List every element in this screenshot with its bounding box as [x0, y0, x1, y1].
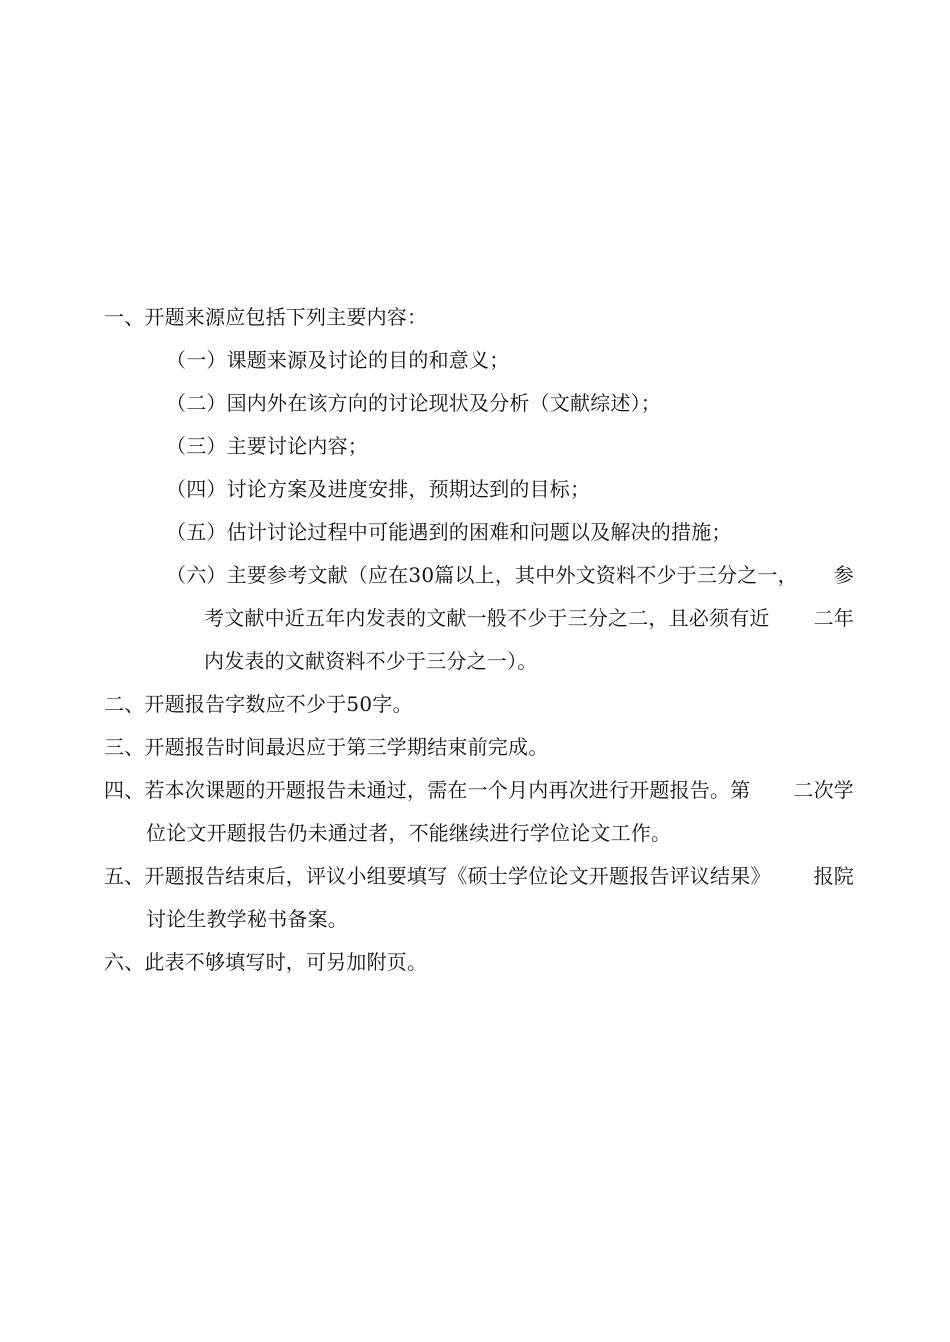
item-1-sub-4: （四）讨论方案及进度安排，预期达到的目标； — [166, 477, 591, 501]
item-4-line-2: 位论文开题报告仍未通过者，不能继续进行学位论文工作。 — [146, 821, 672, 845]
item-5-line-1-tail: 报院 — [813, 864, 854, 888]
item-4-line-1-text: 四、若本次课题的开题报告未通过，需在一个月内再次进行开题报告。第 — [104, 778, 751, 802]
item-1-sub-6-line-3: 内发表的文献资料不少于三分之一）。 — [204, 649, 538, 673]
item-1-sub-3: （三）主要讨论内容； — [166, 434, 368, 458]
instructions-list — [104, 296, 854, 984]
item-2: 二、开题报告字数应不少于50字。 — [104, 692, 413, 716]
item-4-line-1 — [104, 769, 854, 812]
item-1-sub-6-line-1 — [104, 554, 854, 597]
item-1-sub-5: （五）估计讨论过程中可能遇到的困难和问题以及解决的措施； — [166, 520, 732, 544]
item-5-line-2: 讨论生教学秘书备案。 — [146, 907, 348, 931]
item-6: 六、此表不够填写时，可另加附页。 — [104, 950, 428, 974]
item-1-sub-6-line-2 — [104, 597, 854, 640]
item-4-line-1-tail: 二次学 — [793, 778, 854, 802]
item-5-line-1-text: 五、开题报告结束后，评议小组要填写《硕士学位论文开题报告评议结果》 — [104, 864, 771, 888]
item-1-sub-6-line-1-text: （六）主要参考文献（应在30篇以上，其中外文资料不少于三分之一， — [166, 563, 798, 587]
item-1-sub-1: （一）课题来源及讨论的目的和意义； — [166, 348, 510, 372]
item-1-sub-6-line-2-tail: 二年 — [813, 606, 854, 630]
item-3: 三、开题报告时间最迟应于第三学期结束前完成。 — [104, 735, 549, 759]
item-1-sub-6-line-2-text: 考文献中近五年内发表的文献一般不少于三分之二，且必须有近 — [204, 606, 770, 630]
item-1-heading: 一、开题来源应包括下列主要内容： — [104, 305, 428, 329]
item-5-line-1 — [104, 855, 854, 898]
item-1-sub-6-line-1-tail: 参 — [833, 563, 854, 587]
item-1-sub-2: （二）国内外在该方向的讨论现状及分析（文献综述）； — [166, 391, 661, 415]
